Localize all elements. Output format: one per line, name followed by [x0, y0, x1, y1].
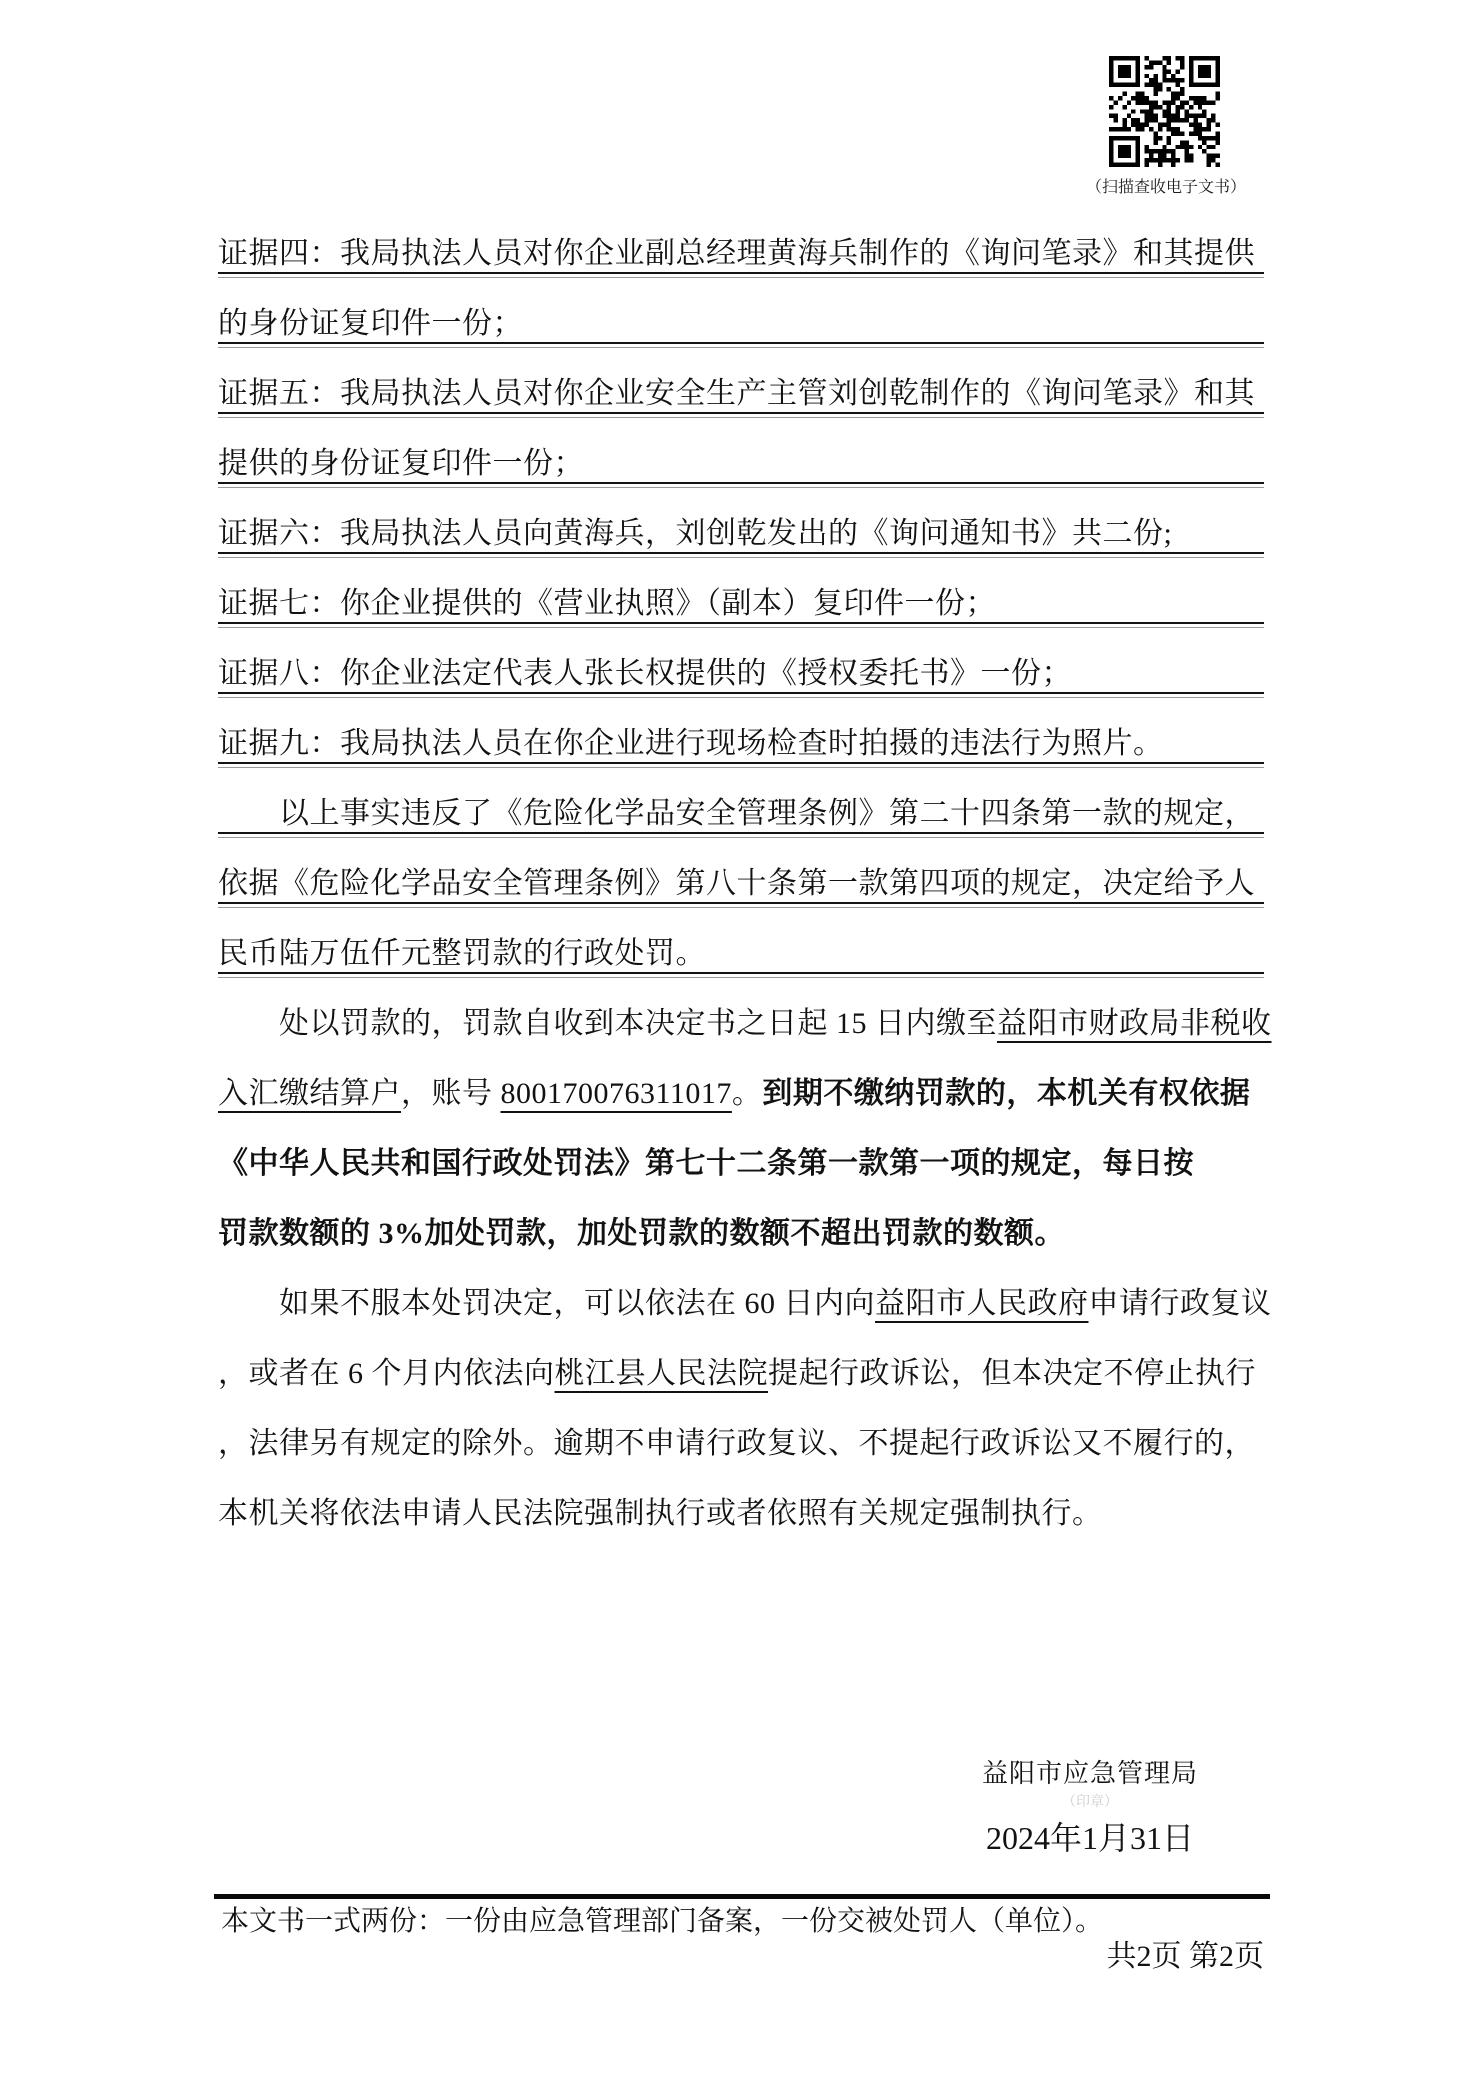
text-run: 依据《危险化学品安全管理条例》第八十条第一款第四项的规定，决定给予人	[218, 867, 1255, 900]
text-run: ，法律另有规定的除外。逾期不申请行政复议、不提起行政诉讼又不履行的，	[218, 1427, 1255, 1460]
document-line	[218, 1184, 1264, 1254]
text-run: ，或者在 6 个月内依法向	[218, 1357, 555, 1390]
document-body	[218, 204, 1272, 1534]
qr-block	[1086, 56, 1247, 197]
text-run: 证据九：我局执法人员在你企业进行现场检查时拍摄的违法行为照片。	[218, 727, 1164, 760]
underlined-text: 入汇缴结算户	[218, 1077, 401, 1110]
text-run: 如果不服本处罚决定，可以依法在 60 日内向	[279, 1287, 875, 1320]
text-run: 证据八：你企业法定代表人张长权提供的《授权委托书》一份；	[218, 657, 1072, 690]
document-line	[218, 204, 1264, 274]
signature-date: 2024年1月31日	[985, 1820, 1194, 1856]
document-line	[218, 1464, 1264, 1534]
text-run: 证据四：我局执法人员对你企业副总经理黄海兵制作的《询问笔录》和其提供	[218, 237, 1255, 270]
document-line	[218, 624, 1264, 694]
text-run: 《中华人民共和国行政处罚法》第七十二条第一款第一项的规定，每日按	[218, 1147, 1194, 1180]
document-line	[218, 834, 1264, 904]
document-line	[218, 1324, 1264, 1394]
text-run: 处以罚款的，罚款自收到本决定书之日起 15 日内缴至	[279, 1007, 997, 1040]
seal-placeholder: （印章）	[1062, 1795, 1118, 1810]
text-run: 证据七：你企业提供的《营业执照》（副本）复印件一份；	[218, 587, 996, 620]
signature-block	[878, 1758, 1302, 1856]
underlined-text: 桃江县人民法院	[554, 1357, 768, 1390]
document-line	[218, 1394, 1264, 1464]
text-run: 罚款数额的 3%加处罚款，加处罚款的数额不超出罚款的数额。	[218, 1217, 1065, 1250]
qr-code	[1108, 56, 1221, 167]
document-line	[218, 1044, 1264, 1114]
footer-note: 本文书一式两份：一份由应急管理部门备案，一份交被处罚人（单位）。	[221, 1906, 1104, 1937]
text-run: 到期不缴纳罚款的，本机关有权依据	[762, 1077, 1251, 1110]
document-line	[218, 1254, 1272, 1324]
document-line	[218, 274, 1264, 344]
underlined-text: 800170076311017	[500, 1077, 732, 1110]
document-line	[218, 344, 1264, 414]
page-indicator: 共2页 第2页	[1106, 1940, 1264, 1973]
document-line	[218, 694, 1264, 764]
document-line	[218, 904, 1264, 974]
document-line	[218, 974, 1272, 1044]
text-run: 的身份证复印件一份；	[218, 307, 523, 340]
underlined-text: 益阳市财政局非税收	[997, 1007, 1272, 1040]
document-line	[218, 484, 1264, 554]
document-line	[218, 764, 1264, 834]
document-line	[218, 1114, 1264, 1184]
text-run: 提起行政诉讼，但本决定不停止执行	[768, 1357, 1256, 1390]
signature-agency: 益阳市应急管理局	[981, 1759, 1198, 1788]
underlined-text: 益阳市人民政府	[875, 1287, 1089, 1320]
document-line	[218, 414, 1264, 484]
text-run: ，账号	[401, 1077, 501, 1110]
text-run: 以上事实违反了《危险化学品安全管理条例》第二十四条第一款的规定，	[279, 797, 1255, 830]
text-run: 本机关将依法申请人民法院强制执行或者依照有关规定强制执行。	[218, 1497, 1103, 1530]
text-run: 证据五：我局执法人员对你企业安全生产主管刘创乾制作的《询问笔录》和其	[218, 377, 1255, 410]
text-run: 提供的身份证复印件一份；	[218, 447, 584, 480]
text-run: 。	[731, 1077, 763, 1110]
document-line	[218, 554, 1264, 624]
text-run: 证据六：我局执法人员向黄海兵，刘创乾发出的《询问通知书》共二份;	[218, 517, 1173, 550]
text-run: 民币陆万伍仟元整罚款的行政处罚。	[218, 937, 706, 970]
qr-caption: （扫描查收电子文书）	[1086, 179, 1247, 196]
footer-divider	[214, 1894, 1270, 1899]
text-run: 申请行政复议	[1088, 1287, 1272, 1320]
